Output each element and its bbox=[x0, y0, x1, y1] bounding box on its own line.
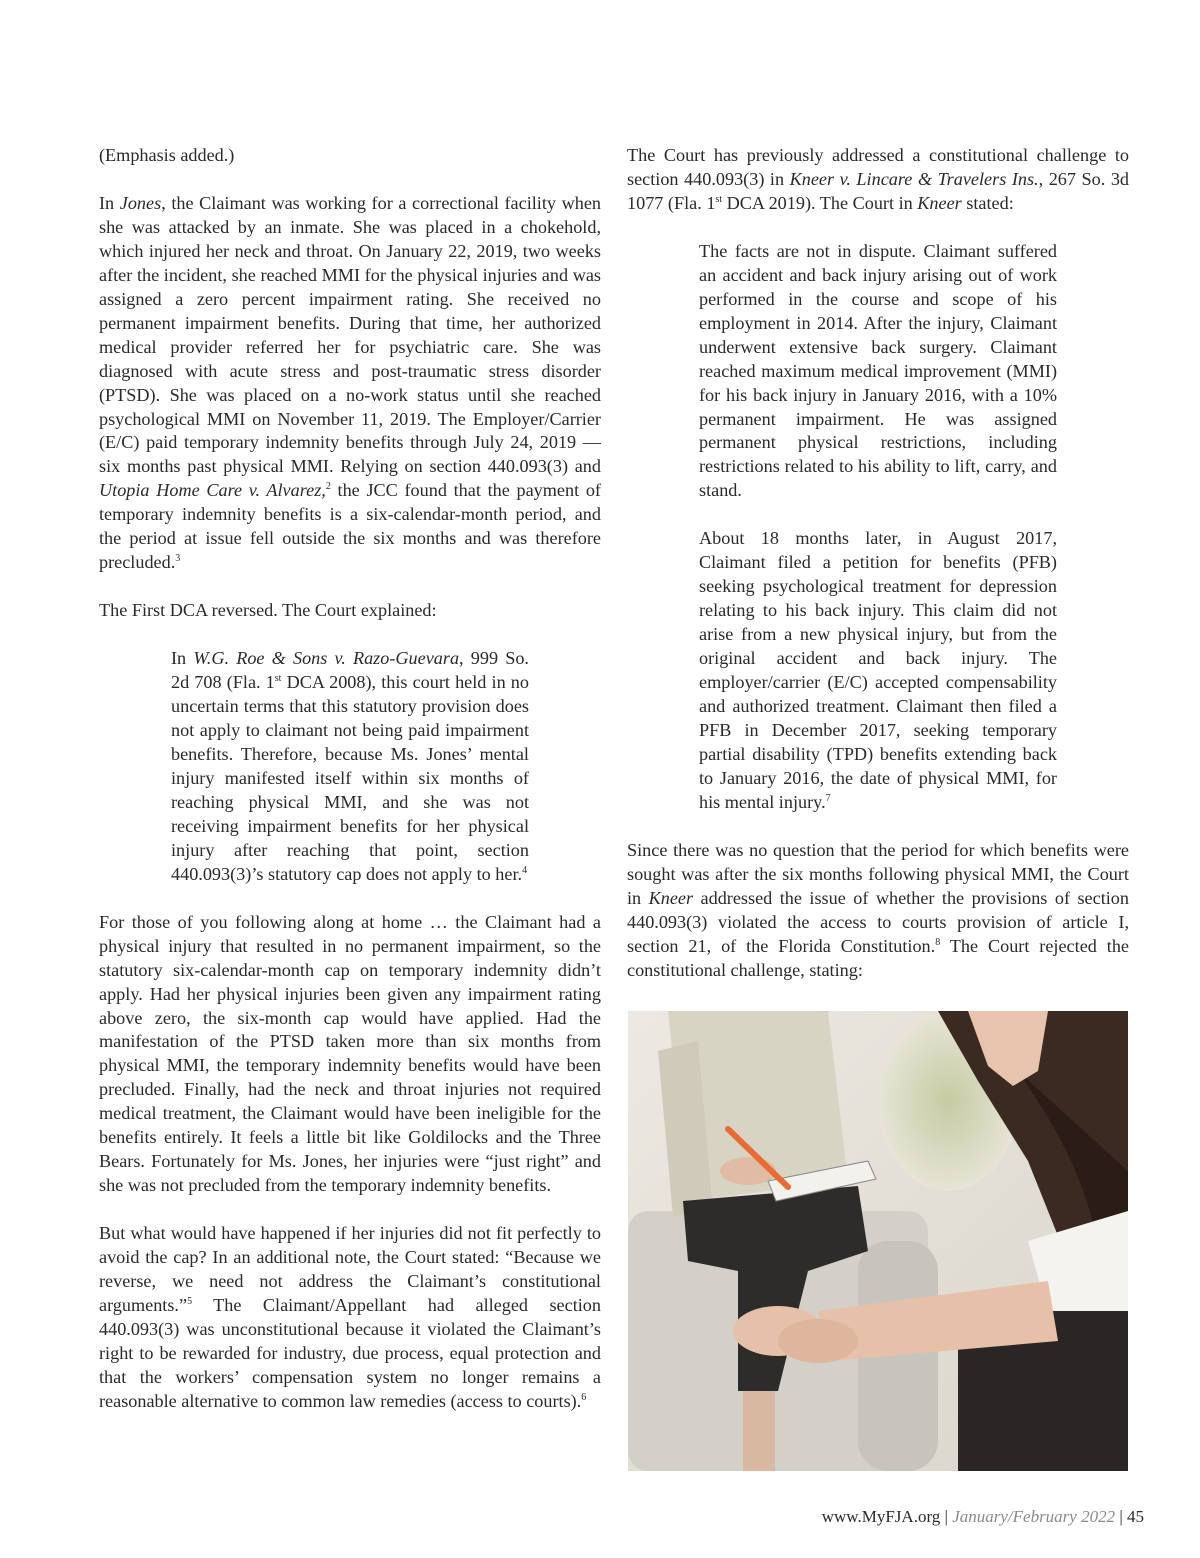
case-name: Kneer bbox=[648, 887, 694, 908]
footer-issue: January/February 2022 bbox=[952, 1507, 1116, 1526]
footnote-ref: 3 bbox=[175, 553, 181, 565]
block-quote-kneer-2: About 18 months later, in August 2017, Claimant filed a petition for benefits (PFB) seeking psychological treatment for depression relating to his back injury. This claim did not arise from a new physical injury, but from the original accident and back injury. The employer/carrier (E/C) accepted compensability and authorized treatment. Claimant then filed a PFB in December 2017, seeking temporary partial disability (TPD) benefits extending back to January 2016, the date of physical MMI, for his mental injury.$^7$ bbox=[699, 528, 1057, 812]
footnote-ref: 2 bbox=[325, 481, 331, 493]
case-name: Kneer v. Lincare & Travelers Ins. bbox=[789, 168, 1039, 189]
case-name: W.G. Roe & Sons v. Razo-Guevara bbox=[193, 648, 460, 669]
kneer-intro-paragraph: The Court has previously addressed a constitutional challenge to section 440.093(3) in Kneer v. Lincare & Travelers Ins., 267 So. 3d 1077 (Fla. 1st DCA 2019). The Court in Kneer stated: bbox=[627, 145, 1130, 213]
footer-separator: | bbox=[940, 1507, 953, 1526]
footnote-ref: 6 bbox=[581, 1391, 587, 1403]
jones-paragraph: In Jones, the Claimant was working for a correctional facility when she was attacked by an inmate. She was placed in a chokehold, which injured her neck and throat. On January 22, 2019, two weeks after the incident, she reached MMI for the physical injuries and was assigned a zero percent impairment rating. She received no permanent impairment benefits. During that time, her authorized medical provider referred her for psychiatric care. She was diagnosed with acute stress and post-traumatic stress disorder (PTSD). She was placed on a no-work status until she reached psychological MMI on November 11, 2019. The Employer/Carrier (E/C) paid temporary indemnity benefits through July 24, 2019 — six months past physical MMI. Relying on section 440.093(3) and Utopia Home Care v. Alvarez,$^2$ the JCC found that the payment of temporary indemnity benefits is a six-calendar-month period, and the period at issue fell outside the six months and was therefore precluded.$^3$ bbox=[99, 192, 602, 573]
kneer-analysis-paragraph: Since there was no question that the period for which benefits were sought was after the six months following physical MMI, the Court in Kneer addressed the issue of whether the provisions of section 440.093(3) violated the access to courts provision of article I, section 21, of the Florida Constitution.$^8$ The Court rejected the constitutional challenge, stating: bbox=[627, 839, 1129, 980]
page-footer bbox=[822, 1506, 1144, 1528]
left-column bbox=[99, 144, 601, 1414]
case-name: Kneer bbox=[917, 192, 962, 213]
case-name: Utopia Home Care v. Alvarez, bbox=[99, 480, 326, 501]
footer-website: www.MyFJA.org bbox=[821, 1507, 941, 1526]
page-number: 45 bbox=[1127, 1507, 1144, 1526]
block-quote-kneer-1: The facts are not in dispute. Claimant suffered an accident and back injury arising out of work performed in the course and scope of his employment in 2014. After the injury, Claimant underwent extensive back surgery. Claimant reached maximum medical improvement (MMI) for his back injury in January 2016, with a 10% permanent impairment. He was assigned permanent physical restrictions, including restrictions related to his ability to lift, carry, and stand. bbox=[699, 240, 1057, 501]
therapy-session-photo bbox=[628, 1011, 1128, 1471]
footnote-ref: 7 bbox=[825, 792, 831, 804]
emphasis-note: (Emphasis added.) bbox=[99, 145, 235, 165]
goldilocks-paragraph: For those of you following along at home … the Claimant had a physical injury that resulted in no permanent impairment, so the statutory six-calendar-month cap on temporary indemnity didn’t apply. Had her physical injuries been given any impairment rating above zero, the six-month cap would have applied. Had the manifestation of the PTSD taken more than six months from physical MMI, the temporary indemnity benefits would have been precluded. Finally, had the neck and throat injuries not required medical treatment, the Claimant would have been ineligible for the benefits entirely. It feels a little bit like Goldilocks and the Three Bears. Fortunately for Ms. Jones, her injuries were “just right” and she was not precluded from the temporary indemnity benefits. bbox=[99, 911, 601, 1196]
footnote-ref: 8 bbox=[935, 936, 941, 948]
case-name: Jones bbox=[119, 192, 162, 213]
right-column bbox=[627, 144, 1129, 983]
block-quote-roe: In W.G. Roe & Sons v. Razo-Guevara, 999 So. 2d 708 (Fla. 1st DCA 2008), this court held in no uncertain terms that this statutory provision does not apply to claimant not being paid impairment benefits. Therefore, because Ms. Jones’ mental injury manifested itself within six months of reaching physical MMI, and she was not receiving impairment benefits for her physical injury after reaching that point, section 440.093(3)’s statutory cap does not apply to her.$^4$ bbox=[171, 648, 529, 884]
footer-separator: | bbox=[1115, 1507, 1127, 1526]
footnote-ref: 4 bbox=[522, 864, 528, 876]
reversal-paragraph: The First DCA reversed. The Court explained: bbox=[99, 600, 437, 621]
footnote-ref: 5 bbox=[187, 1295, 193, 1307]
constitutional-paragraph: But what would have happened if her injuries did not fit perfectly to avoid the cap? In an additional note, the Court stated: “Because we reverse, we need not address the Claimant’s constitutional arguments.”$^5$ The Claimant/Appellant had alleged section 440.093(3) was unconstitutional because it violated the Claimant’s right to be rewarded for industry, due process, equal protection and that the workers’ compensation system no longer remains a reasonable alternative to common law remedies (access to courts).$^6$ bbox=[99, 1223, 601, 1411]
